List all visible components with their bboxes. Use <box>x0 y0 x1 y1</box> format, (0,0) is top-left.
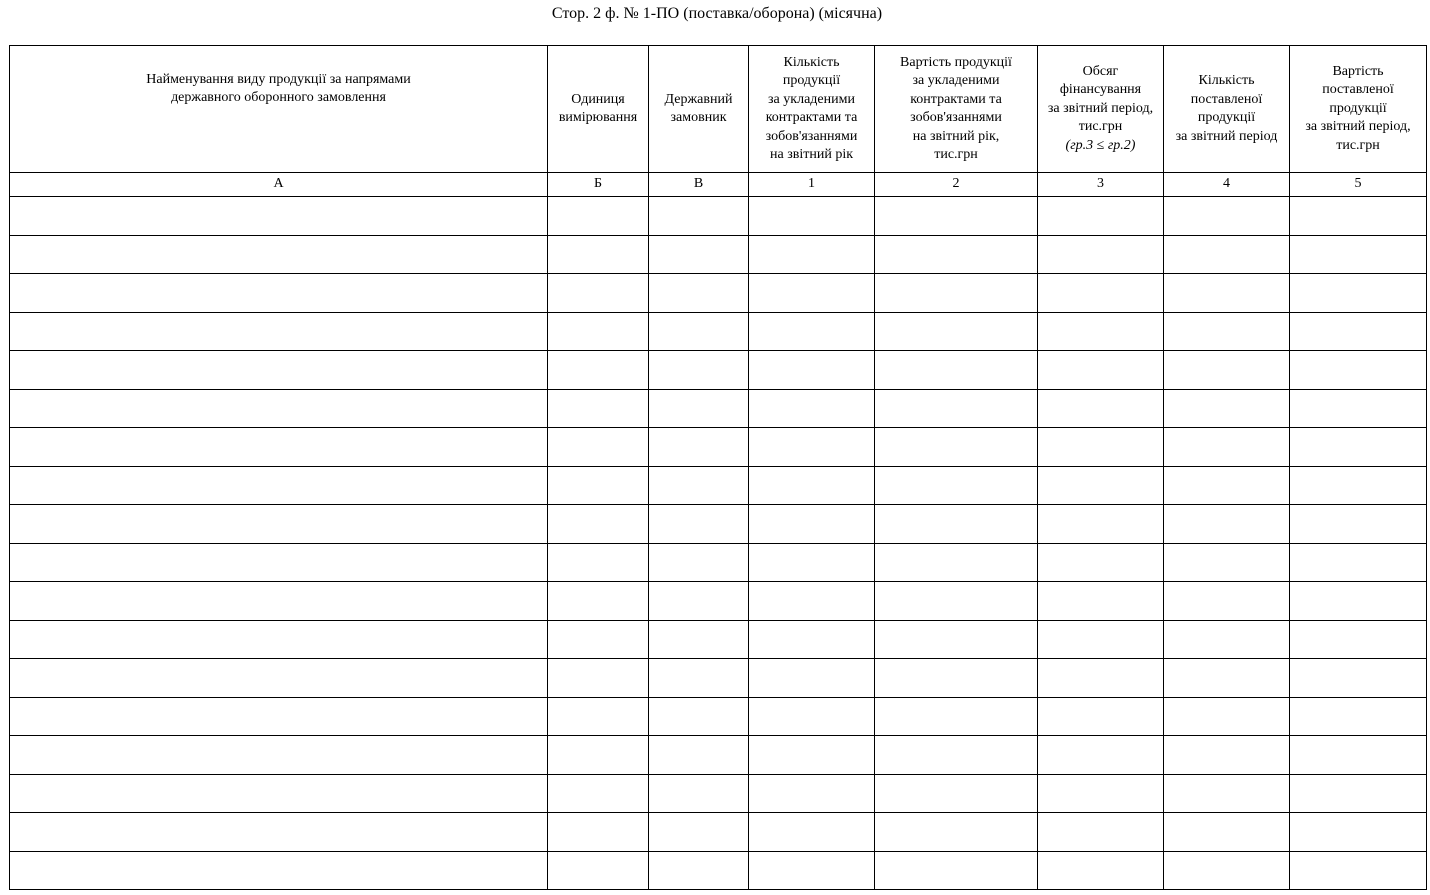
header-col-b-line: вимірювання <box>558 110 638 125</box>
table-cell[interactable] <box>649 466 749 505</box>
table-row <box>10 505 1427 544</box>
table-cell[interactable] <box>875 389 1038 428</box>
header-col-1-line: зобов'язаннями <box>765 128 858 144</box>
table-row <box>10 736 1427 775</box>
table-cell[interactable] <box>749 235 875 274</box>
table-cell[interactable] <box>749 774 875 813</box>
header-col-5-line: поставленої <box>1322 82 1394 98</box>
table-cell[interactable] <box>875 312 1038 351</box>
table-cell[interactable] <box>1038 736 1164 775</box>
header-row <box>10 46 1427 173</box>
table-cell[interactable] <box>1164 851 1290 890</box>
header-col-4-line: поставленої <box>1190 91 1263 107</box>
table-cell[interactable] <box>548 697 649 736</box>
header-col-a <box>10 46 548 173</box>
column-number: 1 <box>749 173 875 197</box>
header-col-4-line: продукції <box>1197 110 1256 125</box>
table-cell[interactable] <box>548 543 649 582</box>
header-col-5-line: за звітний період, <box>1305 119 1411 135</box>
table-cell[interactable] <box>749 697 875 736</box>
table-row <box>10 235 1427 274</box>
header-col-5-line: продукції <box>1329 100 1387 116</box>
table-cell[interactable] <box>1038 851 1164 890</box>
table-cell[interactable] <box>1290 197 1427 236</box>
table-cell[interactable] <box>10 620 548 659</box>
table-cell[interactable] <box>749 620 875 659</box>
table-cell[interactable] <box>1038 389 1164 428</box>
header-col-4 <box>1164 46 1290 173</box>
table-cell[interactable] <box>875 351 1038 390</box>
table-cell[interactable] <box>1164 351 1290 390</box>
table-cell[interactable] <box>1038 659 1164 698</box>
header-col-5 <box>1290 46 1427 173</box>
table-cell[interactable] <box>649 428 749 467</box>
table-cell[interactable] <box>1290 620 1427 659</box>
table-row <box>10 351 1427 390</box>
table-cell[interactable] <box>749 505 875 544</box>
table-cell[interactable] <box>875 813 1038 852</box>
table-row <box>10 659 1427 698</box>
table-cell[interactable] <box>649 813 749 852</box>
header-col-b-line: Одиниця <box>571 91 625 107</box>
header-col-2-line: тис.грн <box>934 147 978 162</box>
page-title: Стор. 2 ф. № 1-ПО (поставка/оборона) (місячна) <box>551 5 883 22</box>
table-row <box>10 774 1427 813</box>
table-cell[interactable] <box>10 312 548 351</box>
table-cell[interactable] <box>10 774 548 813</box>
table-cell[interactable] <box>649 736 749 775</box>
table-cell[interactable] <box>875 543 1038 582</box>
table-cell[interactable] <box>10 274 548 313</box>
table-cell[interactable] <box>548 813 649 852</box>
table-cell[interactable] <box>548 428 649 467</box>
table-cell[interactable] <box>10 543 548 582</box>
table-cell[interactable] <box>10 351 548 390</box>
table-cell[interactable] <box>10 389 548 428</box>
table-cell[interactable] <box>875 774 1038 813</box>
table-cell[interactable] <box>1290 466 1427 505</box>
table-cell[interactable] <box>1290 543 1427 582</box>
table-cell[interactable] <box>875 505 1038 544</box>
table-cell[interactable] <box>1290 851 1427 890</box>
table-cell[interactable] <box>10 851 548 890</box>
table-cell[interactable] <box>749 274 875 313</box>
table-cell[interactable] <box>1290 774 1427 813</box>
table-cell[interactable] <box>1164 312 1290 351</box>
table-row <box>10 197 1427 236</box>
table-cell[interactable] <box>10 235 548 274</box>
table-cell[interactable] <box>875 235 1038 274</box>
table-cell[interactable] <box>875 620 1038 659</box>
table-row <box>10 620 1427 659</box>
table-cell[interactable] <box>1164 274 1290 313</box>
table-cell[interactable] <box>649 659 749 698</box>
table-cell[interactable] <box>10 466 548 505</box>
table-cell[interactable] <box>1038 543 1164 582</box>
table-cell[interactable] <box>749 351 875 390</box>
header-col-3-line: Обсяг <box>1082 63 1119 79</box>
table-cell[interactable] <box>1290 235 1427 274</box>
table-row <box>10 312 1427 351</box>
table-cell[interactable] <box>548 620 649 659</box>
header-col-2-line: Вартість продукції <box>900 54 1012 70</box>
table-cell[interactable] <box>10 428 548 467</box>
table-row <box>10 851 1427 890</box>
table-row <box>10 466 1427 505</box>
table-cell[interactable] <box>1038 235 1164 274</box>
table-cell[interactable] <box>1290 505 1427 544</box>
table-cell[interactable] <box>1038 813 1164 852</box>
table-cell[interactable] <box>749 389 875 428</box>
table-cell[interactable] <box>1038 466 1164 505</box>
table-cell[interactable] <box>10 582 548 621</box>
report-table <box>9 45 1427 890</box>
table-cell[interactable] <box>1290 813 1427 852</box>
table-cell[interactable] <box>749 851 875 890</box>
table-cell[interactable] <box>649 543 749 582</box>
table-cell[interactable] <box>1164 197 1290 236</box>
header-col-v-line: замовник <box>670 110 727 125</box>
table-cell[interactable] <box>1290 312 1427 351</box>
table-cell[interactable] <box>10 659 548 698</box>
table-cell[interactable] <box>649 389 749 428</box>
table-cell[interactable] <box>749 466 875 505</box>
table-cell[interactable] <box>1164 543 1290 582</box>
table-row <box>10 813 1427 852</box>
table-cell[interactable] <box>1038 428 1164 467</box>
table-cell[interactable] <box>548 774 649 813</box>
header-col-a-line: Найменування виду продукції за напрямами <box>146 71 411 87</box>
table-cell[interactable] <box>548 659 649 698</box>
table-cell[interactable] <box>1290 428 1427 467</box>
table-cell[interactable] <box>1038 697 1164 736</box>
header-col-5-line: Вартість <box>1332 63 1384 79</box>
table-cell[interactable] <box>649 582 749 621</box>
table-cell[interactable] <box>10 736 548 775</box>
table-cell[interactable] <box>548 736 649 775</box>
table-cell[interactable] <box>1038 351 1164 390</box>
table-cell[interactable] <box>749 659 875 698</box>
table-cell[interactable] <box>1290 351 1427 390</box>
table-cell[interactable] <box>749 197 875 236</box>
table-cell[interactable] <box>649 851 749 890</box>
table-cell[interactable] <box>875 697 1038 736</box>
header-col-b <box>548 46 649 173</box>
table-cell[interactable] <box>1038 505 1164 544</box>
table-cell[interactable] <box>1290 582 1427 621</box>
header-col-1-line: на звітний рік <box>769 147 854 162</box>
table-cell[interactable] <box>1164 659 1290 698</box>
table-cell[interactable] <box>649 235 749 274</box>
table-cell[interactable] <box>749 813 875 852</box>
header-col-3-line: за звітний період, <box>1047 100 1154 116</box>
table-cell[interactable] <box>649 774 749 813</box>
table-cell[interactable] <box>1164 389 1290 428</box>
column-number: 3 <box>1038 173 1164 197</box>
table-cell[interactable] <box>1038 312 1164 351</box>
table-cell[interactable] <box>875 197 1038 236</box>
table-cell[interactable] <box>649 312 749 351</box>
table-cell[interactable] <box>548 351 649 390</box>
column-number-row <box>10 173 1427 197</box>
header-col-3-note: (гр.3 ≤ гр.2) <box>1065 137 1136 153</box>
table-cell[interactable] <box>1164 582 1290 621</box>
table-cell[interactable] <box>548 235 649 274</box>
table-row <box>10 389 1427 428</box>
header-col-1-line: Кількість <box>783 54 840 70</box>
header-col-1-line: продукції <box>782 73 841 88</box>
table-cell[interactable] <box>1164 505 1290 544</box>
table-cell[interactable] <box>1164 620 1290 659</box>
table-cell[interactable] <box>875 466 1038 505</box>
table-cell[interactable] <box>875 428 1038 467</box>
header-col-3 <box>1038 46 1164 173</box>
header-col-3-line: тис.грн <box>1078 119 1123 135</box>
table-cell[interactable] <box>649 697 749 736</box>
header-col-5-line: тис.грн <box>1336 137 1380 153</box>
table-cell[interactable] <box>1164 428 1290 467</box>
table-cell[interactable] <box>1038 620 1164 659</box>
header-col-3-line: фінансування <box>1059 82 1142 98</box>
column-number: Б <box>548 173 649 197</box>
header-col-4-line: за звітний період <box>1175 128 1278 144</box>
table-cell[interactable] <box>548 505 649 544</box>
header-col-4-line: Кількість <box>1198 73 1255 88</box>
table-cell[interactable] <box>10 505 548 544</box>
table-cell[interactable] <box>649 505 749 544</box>
header-col-1 <box>749 46 875 173</box>
table-cell[interactable] <box>1038 197 1164 236</box>
table-cell[interactable] <box>548 389 649 428</box>
table-cell[interactable] <box>548 312 649 351</box>
table-cell[interactable] <box>1290 659 1427 698</box>
table-cell[interactable] <box>1290 697 1427 736</box>
header-col-a-line: державного оборонного замовлення <box>171 90 386 105</box>
table-cell[interactable] <box>548 851 649 890</box>
table-cell[interactable] <box>10 197 548 236</box>
table-cell[interactable] <box>1038 274 1164 313</box>
table-cell[interactable] <box>1164 774 1290 813</box>
header-col-v-line: Державний <box>664 91 733 107</box>
table-cell[interactable] <box>875 274 1038 313</box>
header-col-2 <box>875 46 1038 173</box>
table-cell[interactable] <box>1164 697 1290 736</box>
column-number: 4 <box>1164 173 1290 197</box>
table-cell[interactable] <box>749 582 875 621</box>
table-cell[interactable] <box>548 466 649 505</box>
table-cell[interactable] <box>1164 235 1290 274</box>
table-cell[interactable] <box>10 813 548 852</box>
table-cell[interactable] <box>10 697 548 736</box>
table-cell[interactable] <box>1164 736 1290 775</box>
table-row <box>10 697 1427 736</box>
header-col-v <box>649 46 749 173</box>
table-cell[interactable] <box>749 736 875 775</box>
header-col-2-line: за укладеними <box>912 73 1000 88</box>
table-cell[interactable] <box>749 543 875 582</box>
table-cell[interactable] <box>548 582 649 621</box>
table-cell[interactable] <box>1038 582 1164 621</box>
column-number: В <box>649 173 749 197</box>
table-row <box>10 543 1427 582</box>
column-number: А <box>10 173 548 197</box>
table-cell[interactable] <box>649 274 749 313</box>
header-col-2-line: зобов'язаннями <box>910 110 1002 125</box>
table-row <box>10 582 1427 621</box>
table-row <box>10 274 1427 313</box>
table-cell[interactable] <box>1164 813 1290 852</box>
table-cell[interactable] <box>649 620 749 659</box>
table-cell[interactable] <box>649 197 749 236</box>
table-cell[interactable] <box>875 582 1038 621</box>
table-cell[interactable] <box>1290 389 1427 428</box>
table-row <box>10 428 1427 467</box>
table-cell[interactable] <box>548 274 649 313</box>
table-cell[interactable] <box>1290 274 1427 313</box>
column-number: 5 <box>1290 173 1427 197</box>
table-cell[interactable] <box>1290 736 1427 775</box>
table-cell[interactable] <box>649 351 749 390</box>
table-cell[interactable] <box>749 428 875 467</box>
header-col-2-line: на звітний рік, <box>912 128 1000 144</box>
header-col-1-line: за укладеними <box>768 91 855 107</box>
table-cell[interactable] <box>875 736 1038 775</box>
column-number: 2 <box>875 173 1038 197</box>
header-col-2-line: контрактами та <box>910 91 1002 107</box>
table-cell[interactable] <box>875 851 1038 890</box>
header-col-1-line: контрактами та <box>765 110 858 125</box>
table-cell[interactable] <box>1164 466 1290 505</box>
table-cell[interactable] <box>1038 774 1164 813</box>
table-cell[interactable] <box>749 312 875 351</box>
table-cell[interactable] <box>548 197 649 236</box>
table-cell[interactable] <box>875 659 1038 698</box>
